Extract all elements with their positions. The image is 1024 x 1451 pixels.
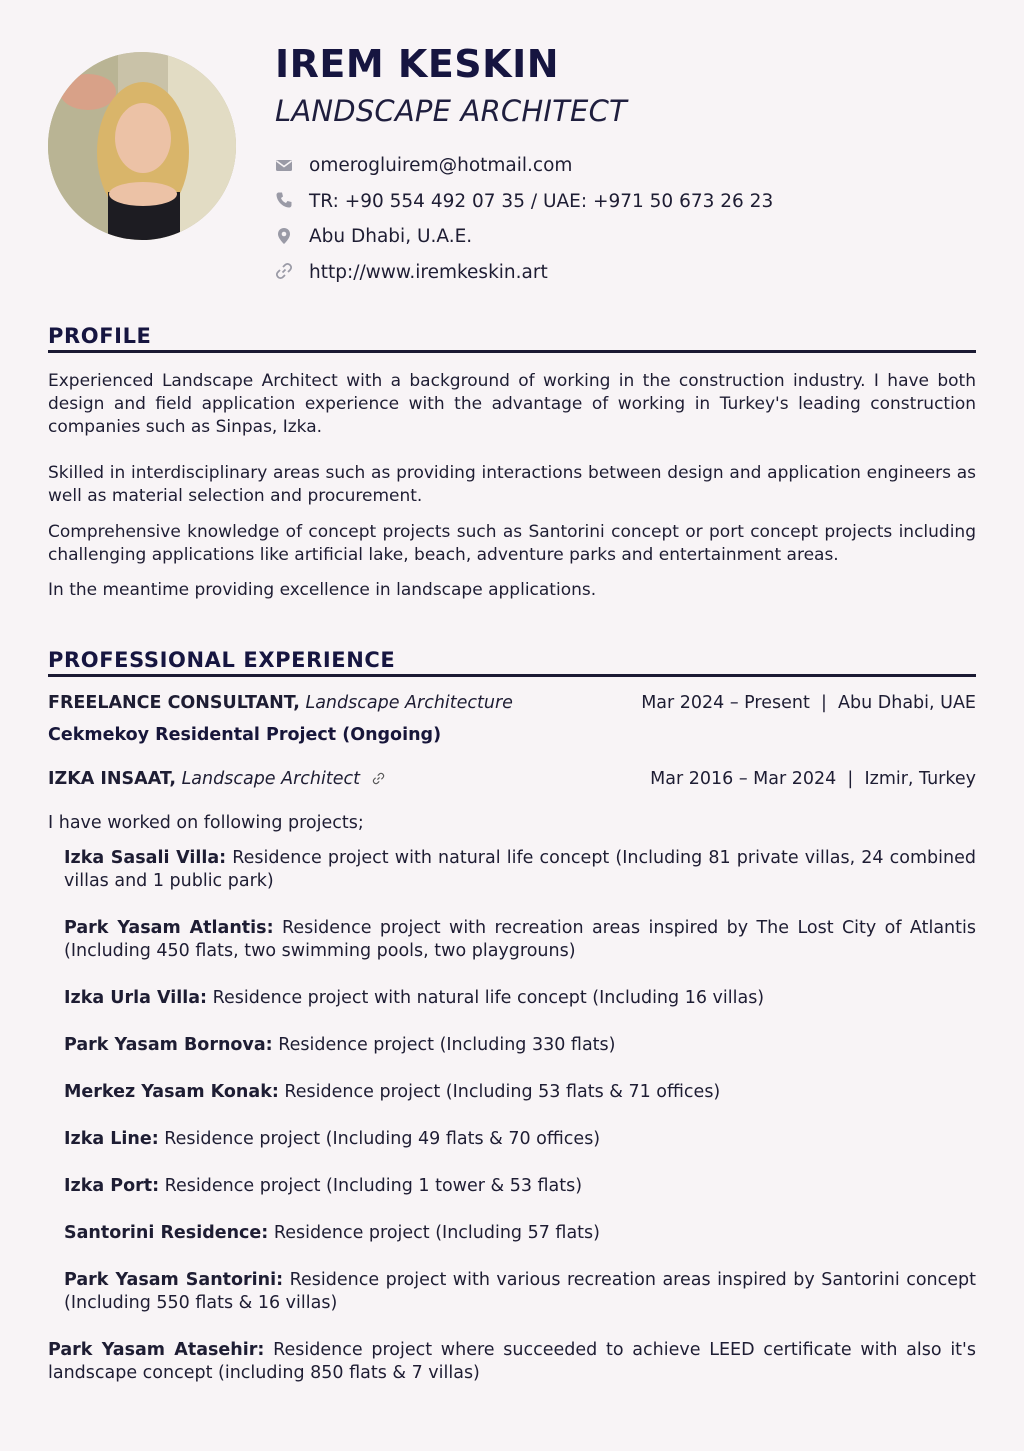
project-name: Park Yasam Santorini: [64,1270,284,1290]
phone-text: TR: +90 554 492 07 35 / UAE: +971 50 673 26 23 [309,190,774,212]
profile-photo [48,52,236,240]
profile-paragraph: Comprehensive knowledge of concept projects such as Santorini concept or port concept projects including challenging applications like artificial lake, beach, adventure parks and entertainment areas. [48,522,976,565]
portrait-image [48,52,236,240]
job-dates: Mar 2016 – Mar 2024 [650,769,837,789]
project-item [64,1081,976,1104]
project-item [64,847,976,893]
phone-icon [275,191,295,211]
mail-icon [275,156,295,176]
project-item [64,1269,976,1315]
project-name: Izka Urla Villa: [64,988,208,1008]
contact-website[interactable] [275,255,773,291]
website-text: http://www.iremkeskin.art [309,261,548,283]
project-name: Park Yasam Atlantis: [64,918,274,938]
project-item [64,1222,976,1245]
job-meta [650,769,976,789]
project-desc: Residence project (Including 49 flats & 70 offices) [164,1129,601,1149]
project-name: Izka Sasali Villa: [64,848,227,868]
email-text: omerogluirem@hotmail.com [309,155,573,177]
project-name: Park Yasam Bornova: [64,1035,273,1055]
job-meta [641,693,976,713]
job-location: Izmir, Turkey [864,769,976,789]
job-header [48,769,976,789]
company-name: FREELANCE CONSULTANT, [48,693,300,713]
project-desc: Residence project (Including 330 flats) [278,1035,616,1055]
meta-separator: | [841,769,859,789]
project-name: Izka Line: [64,1129,159,1149]
job-title: LANDSCAPE ARCHITECT [275,94,627,128]
job-intro: I have worked on following projects; [48,813,364,833]
contact-phone[interactable] [275,184,773,220]
job-role: Landscape Architecture [305,693,513,713]
job-header [48,693,976,713]
profile-heading: PROFILE [48,324,976,353]
person-name: IREM KESKIN [275,42,560,86]
project-desc: Residence project (Including 57 flats) [273,1223,600,1243]
project-item [64,1175,976,1198]
job-location: Abu Dhabi, UAE [838,693,976,713]
project-desc: Residence project with natural life concept (Including 16 villas) [212,988,765,1008]
link-icon[interactable] [372,770,385,783]
experience-heading: PROFESSIONAL EXPERIENCE [48,648,976,677]
project-desc: Residence project with recreation areas inspired by The Lost City of Atlantis (Including 450 flats, two swimming pools, two playgrouns) [64,918,976,961]
project-desc: Residence project with natural life concept (Including 81 private villas, 24 combined villas and 1 public park) [64,848,976,891]
project-desc: Residence project where succeeded to achieve LEED certificate with also it's landscape concept (including 850 flats & 7 villas) [48,1340,976,1383]
profile-paragraph: Experienced Landscape Architect with a background of working in the construction industry. I have both design and field application experience with the advantage of working in Turkey's leading construction companies such as Sinpas, Izka. [48,371,976,437]
project-name: Izka Port: [64,1176,160,1196]
profile-paragraph: Skilled in interdisciplinary areas such as providing interactions between design and application engineers as well as material selection and procurement. [48,463,976,506]
experience-section [48,648,976,1385]
job-title-line [48,769,385,789]
location-text: Abu Dhabi, U.A.E. [309,226,473,248]
project-name: Merkez Yasam Konak: [64,1082,279,1102]
location-icon [275,227,295,247]
company-name: IZKA INSAAT, [48,769,176,789]
contact-list [275,148,773,290]
project-list [48,847,976,1315]
contact-location [275,219,773,255]
project-desc: Residence project (Including 1 tower & 53 flats) [164,1176,583,1196]
project-item [64,987,976,1010]
meta-separator: | [815,693,833,713]
project-desc: Residence project with various recreation areas inspired by Santorini concept (Including 550 flats & 16 villas) [64,1270,976,1313]
link-icon [275,262,295,282]
profile-paragraph: In the meantime providing excellence in landscape applications. [48,580,597,600]
project-item [64,917,976,963]
contact-email[interactable] [275,148,773,184]
project-item [64,1128,976,1151]
project-item [64,1034,976,1057]
project-desc: Residence project (Including 53 flats & 71 offices) [284,1082,721,1102]
project-name: Park Yasam Atasehir: [48,1340,265,1360]
project-item [48,1339,976,1385]
job-title-line [48,693,513,713]
profile-section [48,324,976,602]
job-subtitle: Cekmekoy Residental Project (Ongoing) [48,725,442,745]
job-dates: Mar 2024 – Present [641,693,810,713]
job-role: Landscape Architect [181,769,360,789]
project-name: Santorini Residence: [64,1223,269,1243]
